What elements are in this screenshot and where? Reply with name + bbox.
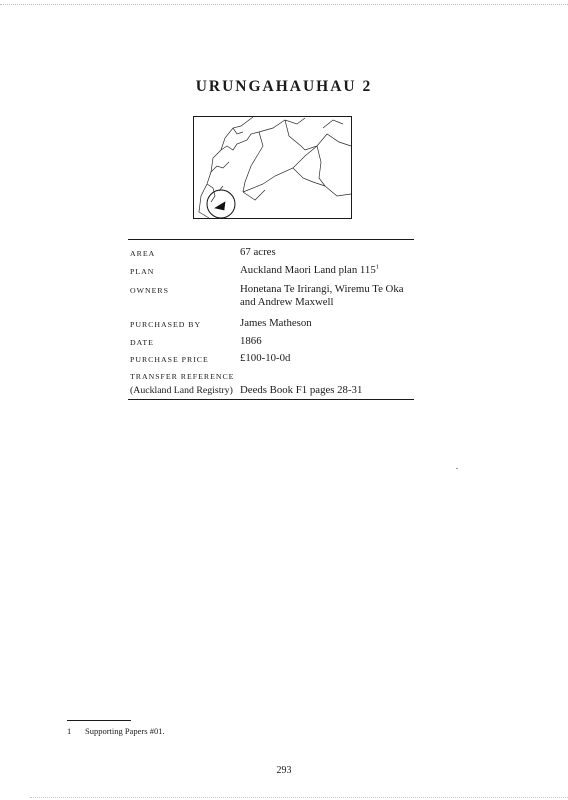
transfer-reference-value: Deeds Book F1 pages 28-31 (240, 384, 363, 396)
purchase-price-label: PURCHASE PRICE (130, 355, 209, 364)
page-title: URUNGAHAUHAU 2 (195, 78, 373, 95)
page-number: 293 (276, 765, 292, 776)
area-value: 67 acres (240, 246, 276, 258)
owners-label: OWNERS (130, 286, 169, 295)
footnote-text: Supporting Papers #01. (85, 726, 165, 736)
footnote-rule (67, 720, 131, 721)
plan-value (240, 264, 430, 277)
table-top-rule (128, 239, 414, 240)
scan-speck (456, 468, 458, 469)
purchase-price-value: £100-10-0d (240, 352, 291, 364)
purchased-by-label: PURCHASED BY (130, 320, 202, 329)
page-edge-top (0, 4, 568, 5)
area-label: AREA (130, 249, 156, 258)
plan-footnote-ref: 1 (375, 263, 379, 271)
purchased-by-value: James Matheson (240, 317, 312, 329)
date-label: DATE (130, 338, 154, 347)
date-value: 1866 (240, 335, 262, 347)
transfer-reference-sublabel: (Auckland Land Registry) (130, 385, 233, 396)
table-bottom-rule (128, 399, 414, 400)
plan-value-text: Auckland Maori Land plan 115 (240, 264, 376, 276)
page-edge-bottom (30, 797, 568, 798)
plan-label: PLAN (130, 267, 155, 276)
transfer-reference-label: TRANSFER REFERENCE (130, 372, 235, 381)
location-map (193, 116, 352, 219)
owners-value-line1: Honetana Te Irirangi, Wiremu Te Oka (240, 283, 404, 295)
footnote-number: 1 (67, 726, 72, 736)
owners-value-line2: and Andrew Maxwell (240, 296, 334, 308)
